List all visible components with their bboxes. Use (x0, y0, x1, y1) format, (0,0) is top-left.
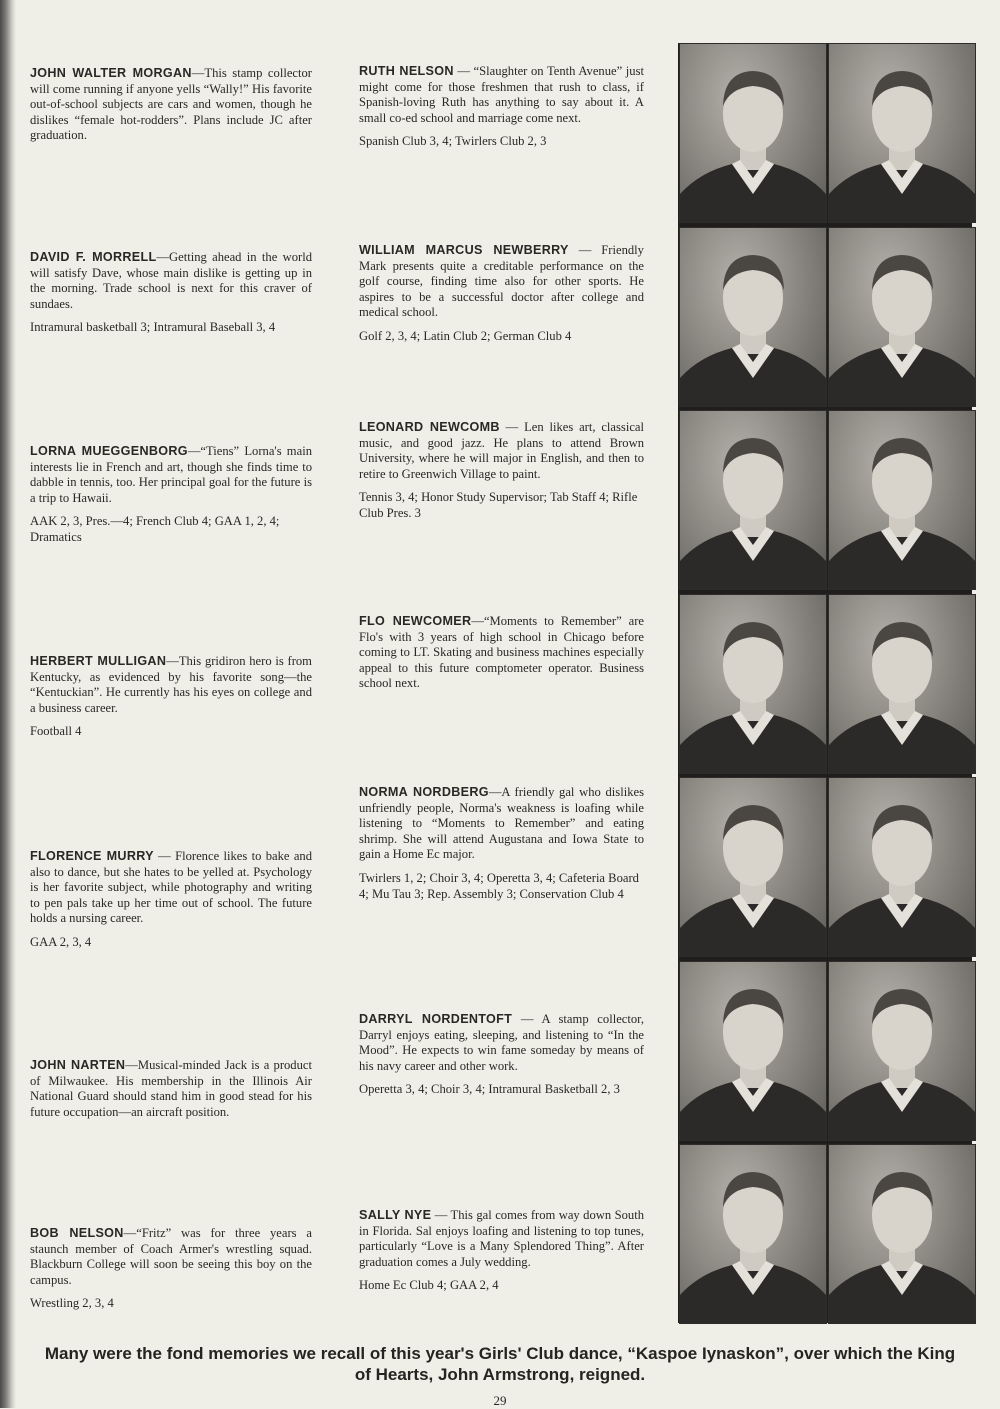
page-number: 29 (493, 1393, 507, 1408)
student-portrait (680, 411, 826, 589)
student-bio: — “Slaughter on Tenth Avenue” just might come for those freshmen that rush to class, if Spanish-loving Ruth has anything to say about it. A small co-ed school and marriage come next. (359, 64, 644, 125)
senior-entry (30, 66, 312, 144)
student-portrait (829, 778, 975, 956)
student-portrait (829, 595, 975, 773)
student-portrait (829, 228, 975, 406)
student-name: DARRYL NORDENTOFT (359, 1012, 513, 1026)
student-portrait (680, 1145, 826, 1323)
student-bio: —“Tiens” Lorna's main interests lie in French and art, though she finds time to dabble in tennis, too. Her principal goal for the future is a trip to Hawaii. (30, 444, 312, 505)
student-bio: —This stamp collector will come running if anyone yells “Wally!” His favorite out-of-school subjects are cars and women, though he dislikes “female hot-rodders”. Plans include JC after graduation. (30, 66, 312, 143)
student-portrait (680, 962, 826, 1140)
student-portrait (680, 778, 826, 956)
binding-gutter-shadow (0, 0, 16, 1408)
senior-entry (359, 243, 644, 345)
student-activities: Tennis 3, 4; Honor Study Supervisor; Tab Staff 4; Rifle Club Pres. 3 (359, 490, 638, 520)
senior-entry (30, 444, 312, 546)
senior-entry (30, 849, 312, 951)
student-bio: —“Fritz” was for three years a staunch member of Coach Armer's wrestling squad. Blackburn College will soon be seeing this boy on the campus. (30, 1226, 312, 1287)
senior-entry (30, 1226, 312, 1312)
senior-entry (359, 1208, 644, 1294)
student-name: BOB NELSON (30, 1226, 124, 1240)
senior-entry (359, 614, 644, 692)
student-portrait (680, 228, 826, 406)
student-name: FLO NEWCOMER (359, 614, 472, 628)
student-name: LORNA MUEGGENBORG (30, 444, 188, 458)
student-bio: — A stamp collector, Darryl enjoys eating, sleeping, and listening to “In the Mood”. He expects to win fame someday by means of his navy career and other work. (359, 1012, 645, 1073)
senior-entry (359, 64, 644, 150)
student-bio: — Florence likes to bake and also to dance, but she hates to be yelled at. Psychology is her favorite subject, while photography and writing to pen pals take up her time out of school. The future holds a nursing career. (30, 849, 312, 926)
senior-entry (359, 785, 644, 902)
student-activities: AAK 2, 3, Pres.—4; French Club 4; GAA 1, 2, 4; Dramatics (30, 514, 280, 544)
student-name: LEONARD NEWCOMB (359, 420, 500, 434)
senior-entry (359, 420, 644, 522)
student-name: JOHN NARTEN (30, 1058, 126, 1072)
student-name: SALLY NYE (359, 1208, 432, 1222)
student-portrait (680, 44, 826, 222)
student-activities: Golf 2, 3, 4; Latin Club 2; German Club 4 (359, 328, 572, 343)
student-portrait (829, 44, 975, 222)
student-name: RUTH NELSON (359, 64, 454, 78)
student-bio: —“Moments to Remember” are Flo's with 3 years of high school in Chicago before coming to LT. Skating and business machines especially appeal to this future comptometer operator. Business school next. (359, 614, 645, 691)
student-name: HERBERT MULLIGAN (30, 654, 167, 668)
student-name: WILLIAM MARCUS NEWBERRY (359, 243, 569, 257)
student-activities: Twirlers 1, 2; Choir 3, 4; Operetta 3, 4; Cafeteria Board 4; Mu Tau 3; Rep. Assembly 3; Conservation Club 4 (359, 870, 639, 901)
student-activities: Home Ec Club 4; GAA 2, 4 (359, 1278, 499, 1293)
student-name: JOHN WALTER MORGAN (30, 66, 192, 80)
page-caption: Many were the fond memories we recall of this year's Girls' Club dance, “Kaspoe Iynaskon”, over which the King of Hearts, John Armstrong, reigned. (44, 1344, 956, 1384)
student-activities: Wrestling 2, 3, 4 (30, 1296, 114, 1311)
student-activities: Operetta 3, 4; Choir 3, 4; Intramural Basketball 2, 3 (359, 1082, 620, 1097)
senior-entry (30, 250, 312, 336)
student-portrait (829, 411, 975, 589)
student-activities: Intramural basketball 3; Intramural Baseball 3, 4 (30, 320, 276, 335)
student-name: FLORENCE MURRY (30, 849, 154, 863)
student-activities: Football 4 (30, 724, 82, 739)
student-bio: — Friendly Mark presents quite a creditable performance on the golf course, finding time also for other sports. He aspires to be a successful doctor after college and medical school. (359, 243, 644, 320)
student-name: NORMA NORDBERG (359, 785, 489, 799)
student-activities: Spanish Club 3, 4; Twirlers Club 2, 3 (359, 134, 547, 149)
student-bio: —Musical-minded Jack is a product of Milwaukee. His membership in the Illinois Air National Guard should stand him in good stead for his future occupation—an aircraft position. (30, 1058, 312, 1119)
senior-entry (359, 1012, 644, 1098)
student-portrait (680, 595, 826, 773)
senior-entry (30, 654, 312, 740)
student-bio: — Len likes art, classical music, and good jazz. He plans to attend Brown University, where he will major in English, and then to retire to Greenwich Village to paint. (359, 420, 645, 481)
student-activities: GAA 2, 3, 4 (30, 934, 92, 949)
student-bio: — This gal comes from way down South in Florida. Sal enjoys loafing and listening to top tunes, particularly “Love is a Many Splendored Thing”. After graduation comes a July wedding. (359, 1208, 645, 1269)
student-bio: —Getting ahead in the world will satisfy Dave, whose main dislike is getting up in the morning. Trade school is next for this craver of sundaes. (30, 250, 312, 311)
student-bio: —A friendly gal who dislikes unfriendly people, Norma's weakness is loafing while listening to “Moments to Remember” and eating shrimp. She will attend Augustana and Iowa State to gain a Home Ec major. (359, 785, 644, 862)
senior-entry (30, 1058, 312, 1120)
student-bio: —This gridiron hero is from Kentucky, as evidenced by his favorite song—the “Kentuckian”. He currently has his eyes on college and a business career. (30, 654, 312, 715)
student-portrait (829, 962, 975, 1140)
student-name: DAVID F. MORRELL (30, 250, 157, 264)
student-portrait (829, 1145, 975, 1323)
